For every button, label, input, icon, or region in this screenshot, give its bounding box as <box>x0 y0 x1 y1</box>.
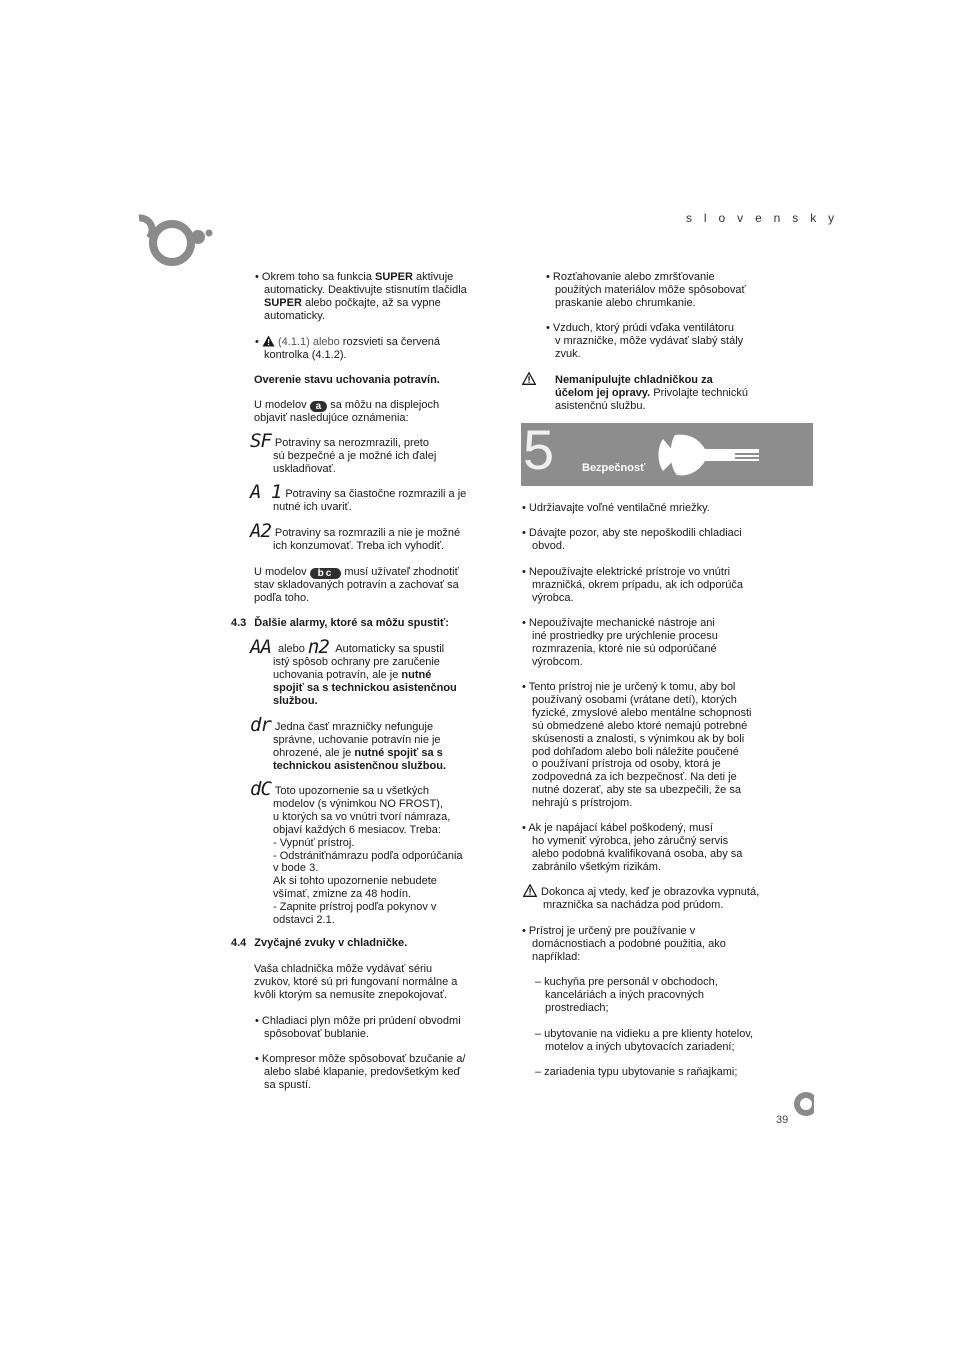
display-warning: Dokonca aj vtedy, keď je obrazovka vypnutá, mraznička sa nachádza pod prúdom. <box>541 886 760 911</box>
usage-dash-2: – ubytovanie na vidieku a pre klienty hotelov, motelov a iných ubytovacích zariadení; <box>535 1028 754 1053</box>
model-a-note: U modelov a sa môžu na displejoch objaviť nasledujúce oznámenia: <box>254 399 440 424</box>
repair-warning: Nemanipulujte chladničkou za účelom jej opravy. Privolajte technickú asistenčnú službu. <box>555 374 748 412</box>
code-a1: A 1 Potraviny sa čiastočne rozmrazili a je nutné ich uvariť. <box>250 481 467 513</box>
bullet-compressor: • Kompresor môže spôsobovať bzučanie a/ alebo slabé klapanie, predovšetkým keď sa spustí. <box>255 1053 466 1091</box>
sounds-intro: Vaša chladnička môže vydávať sériu zvukov, ktoré sú pri fungovaní normálne a kvôli ktorým sa nemusíte znepokojovať. <box>254 963 458 1001</box>
language-label: s l o v e n s k y <box>686 211 839 225</box>
section-title: Bezpečnosť <box>582 462 646 474</box>
safety-bullet-6: • Ak je napájací kábel poškodený, musí ho vymeniť výrobca, jeho záručný servis alebo podobná kvalifikovaná osoba, aby sa zabránilo všetkým rizikám. <box>522 822 743 873</box>
safety-bullet-4: • Nepoužívajte mechanické nástroje ani iné prostriedky pre urýchlenie procesu rozmrazenia, ktoré nie sú odporúčané výrobcom. <box>522 617 718 668</box>
code-sf: SF Potraviny sa nerozmrazili, preto sú bezpečné a je možné ich ďalej uskladňovať. <box>250 430 437 475</box>
safety-bullet-7: • Prístroj je určený pre používanie v domácnostiach a podobné použitia, ako napŕíklad: <box>522 925 726 963</box>
section-4-4-heading: 4.4 Zvyčajné zvuky v chladničke. <box>231 937 408 949</box>
usage-dash-1: – kuchyňa pre personál v obchodoch, kanceláriách a iných pracovných prostrediach; <box>535 976 718 1014</box>
bullet-warning-light: • (4.1.1) alebo rozsvieti sa červená kontrolka (4.1.2). <box>255 336 441 361</box>
model-badge-bc: bc <box>310 568 342 579</box>
safety-bullet-3: • Nepoužívajte elektrické prístroje vo vnútri mrazničká, okrem prípadu, ak ich odporúča výrobca. <box>522 566 743 604</box>
code-a2: A2 Potraviny sa rozmrazili a nie je možné ich konzumovať. Treba ich vyhodiť. <box>250 520 461 552</box>
safety-bullet-2: • Dávajte pozor, aby ste nepoškodili chladiaci obvod. <box>522 527 742 552</box>
brand-logo-icon <box>133 210 217 272</box>
bullet-expansion: • Rozťahovanie alebo zmršťovanie použitých materiálov môže spôsobovať praskanie alebo chrumkanie. <box>546 271 746 309</box>
page-number: 39 <box>776 1114 789 1126</box>
code-dr: dr Jedna časť mrazničky nefunguje správne, uchovanie potravín nie je ohrozené, ale je nutné spojiť sa s technickou asistenčnou službou. <box>250 714 446 772</box>
bullet-gas: • Chladiaci plyn môže pri prúdení obvodmi spôsobovať bublanie. <box>255 1015 461 1040</box>
warning-icon <box>262 335 275 347</box>
warning-icon <box>522 372 536 385</box>
bullet-airflow: • Vzduch, ktorý prúdi vďaka ventilátoru v mrazničke, môže vydávať slabý stály zvuk. <box>546 322 744 360</box>
ring-icon <box>792 1090 814 1118</box>
model-bc-note: U modelov bc musí užívateľ zhodnotiť stav skladovaných potravín a zachovať sa podľa toho. <box>254 566 459 604</box>
section-4-3-heading: 4.3 Ďalšie alarmy, ktoré sa môžu spustiť: <box>231 617 449 629</box>
usage-dash-3: – zariadenia typu ubytovanie s raňajkami; <box>535 1066 738 1078</box>
wrench-icon <box>655 431 765 479</box>
code-aa-n2: AA alebo n2 Automaticky sa spustil istý spôsob ochrany pre zaručenie uchovania potravín, ale je nutné spojiť sa s technickou asistenčnou službou. <box>250 636 457 707</box>
safety-bullet-5: • Tento prístroj nie je určený k tomu, aby bol používaný osobami (vrátane detí), ktorých fyzické, zmyslové alebo mentálne schopnosti sú obmedzené alebo ktoré nemajú potrebné skúsenosti a znalosti, s výnimkou ak by boli pod dohľadom alebo boli náležite poučené o používaní prístroja od osoby, ktorá je zodpovedná za ich bezpečnosť. Na deti je nutné dozerať, aby ste sa ubezpečili, že sa nehrajú s prístrojom. <box>522 681 752 810</box>
section-5-banner <box>521 418 813 486</box>
model-badge-a: a <box>310 401 328 412</box>
code-dc: dC Toto upozornenie sa u všetkých modelov (s výnimkou NO FROST), u ktorých sa vo vnútri tvorí námraza, objaví každých 6 mesiacov. Treba: - Vypnúť prístroj. - Odstrániťnámrazu podľa odporúčania v bode 3. Ak si tohto upozornenie nebudete všímať, zmizne za 48 hodín. - Zapnite prístroj podľa pokynov v odstavci 2.1. <box>250 778 463 927</box>
bullet-super: • Okrem toho sa funkcia SUPER aktivuje automaticky. Deaktivujte stisnutím tlačidla SUPER alebo počkajte, až sa vypne automaticky. <box>255 271 467 322</box>
check-heading: Overenie stavu uchovania potravín. <box>254 374 440 386</box>
safety-bullet-1: • Udržiavajte voľné ventilačné mriežky. <box>522 502 710 514</box>
section-number: 5 <box>523 418 555 481</box>
warning-icon <box>523 884 537 897</box>
